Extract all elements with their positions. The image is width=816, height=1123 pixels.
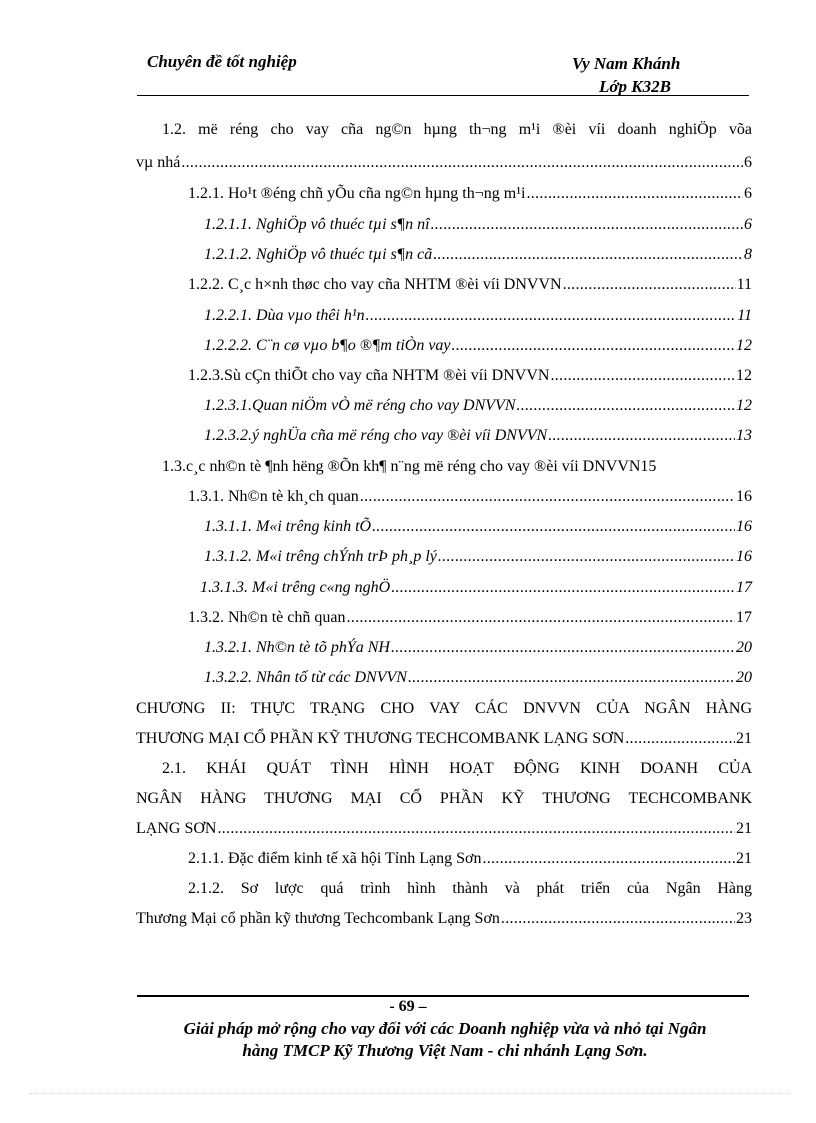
header-class: Lớp K32B [599, 77, 671, 96]
toc-title: 1.2.3.1.Quan niÖm vÒ më réng cho vay DNVVN [204, 397, 516, 414]
toc-entry-1-3-2-1 [136, 638, 752, 658]
toc-page: 6 [744, 185, 752, 202]
toc-page: 12 [736, 337, 752, 354]
toc-page: 21 [736, 850, 752, 867]
toc-entry-1-2-3-2 [136, 426, 752, 446]
toc-leader [391, 638, 735, 658]
toc-title: Thương Mại cổ phần kỹ thương Techcombank Lạng Sơn [136, 910, 500, 927]
footer-rule [137, 995, 749, 997]
toc-title: 1.3.2.1. Nh©n tè tõ phÝa NH [204, 639, 390, 656]
toc-leader [625, 729, 735, 749]
toc-title: 2.1.1. Đặc điểm kinh tế xã hội Tỉnh Lạng Sơn [188, 850, 482, 867]
toc-title: 1.2.2. C¸c h×nh thøc cho vay cña NHTM ®èi víi DNVVN [188, 276, 562, 293]
toc-page: 21 [736, 730, 752, 747]
toc-leader [408, 668, 735, 688]
toc-page: 23 [736, 910, 752, 927]
toc-entry-2-1-2-line1: 2.1.2. Sơ lược quá trình hình thành và phát triển của Ngân Hàng [188, 880, 752, 897]
toc-leader [217, 819, 735, 839]
toc-entry-1-2-1-1 [136, 215, 752, 235]
toc-page: 12 [736, 367, 752, 384]
toc-entry-1-2-2-1 [136, 306, 752, 326]
toc-title: vµ nhá [136, 154, 181, 171]
toc-entry-2-1-1 [136, 849, 752, 869]
toc-leader [550, 366, 735, 386]
toc-title: THƯƠNG MẠI CỔ PHẦN KỸ THƯƠNG TECHCOMBANK LẠNG SƠN [136, 730, 625, 747]
toc-entry-1-3-1-1 [136, 517, 752, 537]
footer-line-2: hàng TMCP Kỹ Thương Việt Nam - chi nhánh Lạng Sơn. [242, 1041, 648, 1060]
toc-title: 1.3.c¸c nh©n tè ¶nh hëng ®Õn kh¶ n¨ng më réng cho vay ®èi víi DNVVN [162, 458, 641, 475]
toc-leader [391, 578, 735, 598]
toc-leader [548, 426, 735, 446]
toc-title: 1.3.1.1. M«i trêng kinh tÕ [204, 518, 372, 535]
toc-title: 1.2.3.Sù cÇn thiÕt cho vay cña NHTM ®èi víi DNVVN [188, 367, 550, 384]
toc-title: 1.2.3.2.ý nghÜa cña më réng cho vay ®èi víi DNVVN [204, 427, 548, 444]
toc-title: 1.3.2.2. Nhân tố từ các DNVVN [204, 669, 407, 686]
toc-entry-1-2-2-2 [136, 336, 752, 356]
toc-entry-1-2-3-1 [136, 396, 752, 416]
toc-entry-1-2-line2 [136, 153, 752, 173]
footer-title [120, 1018, 770, 1062]
toc-page: 8 [744, 246, 752, 263]
toc-title: 1.2.1.2. NghiÖp vô thuéc tµi s¶n cã [204, 246, 433, 263]
toc-leader [372, 517, 735, 537]
toc-page: 15 [640, 458, 657, 475]
toc-leader [366, 306, 737, 326]
toc-title: 1.3.1.3. M«i trêng c«ng nghÖ [200, 579, 391, 596]
toc-page: 16 [736, 488, 752, 505]
toc-title: 1.3.1. Nh©n tè kh¸ch quan [188, 488, 359, 505]
toc-page: 20 [736, 669, 752, 686]
toc-leader [438, 547, 735, 567]
toc-entry-1-3-1-2 [136, 547, 752, 567]
toc-leader [346, 608, 735, 628]
footer-line-1: Giải pháp mở rộng cho vay đối với các Doanh nghiệp vừa và nhỏ tại Ngân [183, 1019, 707, 1038]
toc-page: 6 [744, 216, 752, 233]
toc-leader [181, 153, 743, 173]
toc-entry-1-3-2-2 [136, 668, 752, 688]
toc-leader [433, 245, 743, 265]
toc-page: 21 [736, 820, 752, 837]
toc-leader [526, 184, 743, 204]
toc-entry-1-3-2 [136, 608, 752, 628]
toc-page: 12 [736, 397, 752, 414]
header-author-block [572, 52, 680, 98]
toc-page: 11 [736, 276, 752, 293]
toc-leader [431, 215, 743, 235]
toc-page: 6 [744, 154, 752, 171]
page-edge-dotted-line [30, 1093, 790, 1094]
toc-leader [501, 909, 735, 929]
toc-title: 1.3.2. Nh©n tè chñ quan [188, 609, 346, 626]
toc-page: 17 [736, 609, 752, 626]
toc-title: 1.2.2.1. Dùa vµo thêi h¹n [204, 307, 365, 324]
toc-leader [452, 336, 735, 356]
toc-entry-2-1-line3 [136, 819, 752, 839]
toc-chapter-2-line1: CHƯƠNG II: THỰC TRẠNG CHO VAY CÁC DNVVN CỦA NGÂN HÀNG [136, 700, 752, 717]
toc-entry-1-3-1 [136, 487, 752, 507]
toc-page: 13 [736, 427, 752, 444]
toc-entry-1-2-line1: 1.2. më réng cho vay cña ng©n hµng th¬ng m¹i ®èi víi doanh nghiÖp võa [162, 121, 752, 138]
toc-page: 17 [736, 579, 752, 596]
toc-title: 1.2.1.1. NghiÖp vô thuéc tµi s¶n nî [204, 216, 430, 233]
toc-entry-1-3-1-3 [136, 578, 752, 598]
toc-page: 16 [736, 548, 752, 565]
toc-entry-1-2-2 [136, 275, 752, 295]
header-author: Vy Nam Khánh [572, 54, 681, 73]
toc-leader [563, 275, 736, 295]
toc-leader [360, 487, 735, 507]
header-doc-type: Chuyên đề tốt nghiệp [147, 52, 297, 71]
toc-leader [482, 849, 735, 869]
toc-entry-2-1-line1: 2.1. KHÁI QUÁT TÌNH HÌNH HOẠT ĐỘNG KINH DOANH CỦA [162, 760, 752, 777]
toc-entry-1-2-1 [136, 184, 752, 204]
toc-page: 11 [737, 307, 752, 324]
toc-entry-1-2-1-2 [136, 245, 752, 265]
toc-title: 1.3.1.2. M«i trêng chÝnh trÞ ph¸p lý [204, 548, 437, 565]
toc-entry-2-1-2-line2 [136, 909, 752, 929]
toc-title: 1.2.2.2. C¨n cø vµo b¶o ®¶m tiÒn vay [204, 337, 451, 354]
toc-leader [517, 396, 736, 416]
toc-entry-2-1-line2: NGÂN HÀNG THƯƠNG MẠI CỔ PHẦN KỸ THƯƠNG TECHCOMBANK [136, 790, 752, 807]
toc-entry-1-3 [136, 457, 752, 477]
toc-page: 20 [736, 639, 752, 656]
toc-page: 16 [736, 518, 752, 535]
header-rule [137, 95, 749, 96]
toc-entry-1-2-3 [136, 366, 752, 386]
toc-title: LẠNG SƠN [136, 820, 217, 837]
toc-chapter-2-line2 [136, 729, 752, 749]
page-number: - 69 – [389, 998, 427, 1015]
toc-title: 1.2.1. Ho¹t ®éng chñ yÕu cña ng©n hµng th¬ng m¹i [188, 185, 526, 202]
